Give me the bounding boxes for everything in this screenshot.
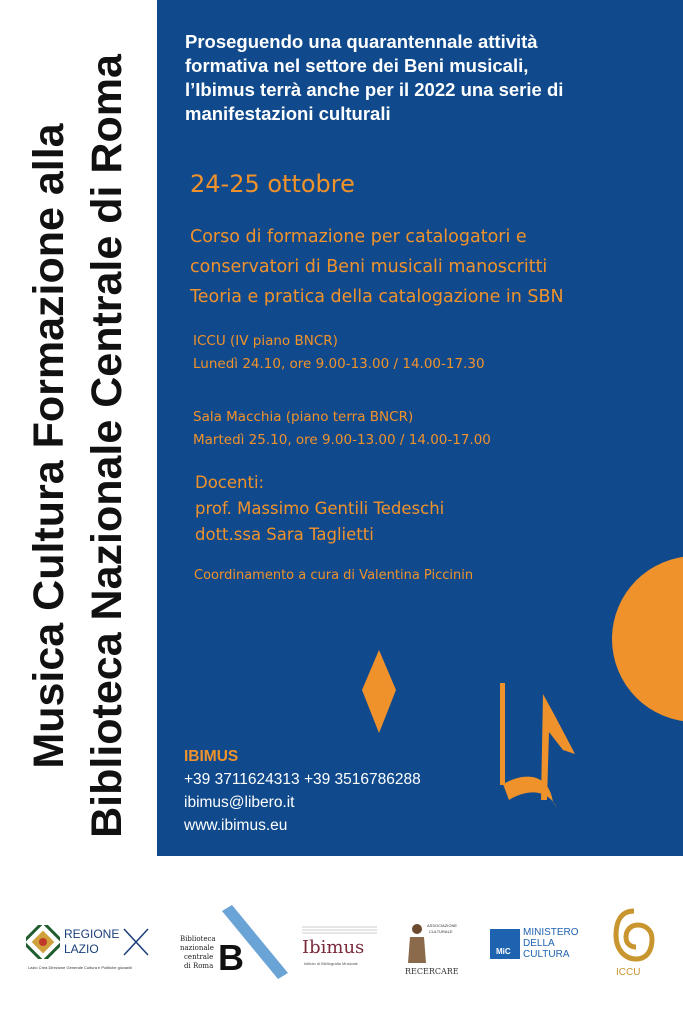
logo-bncr — [180, 903, 290, 988]
bncr-l3: centrale — [184, 953, 214, 961]
logo-regione-lazio — [26, 925, 166, 985]
regione-lazio-emblem-icon — [26, 925, 60, 959]
contacts — [184, 745, 421, 837]
contact-email-link[interactable]: ibimus@libero.it — [184, 794, 295, 811]
contact-org: IBIMUS — [184, 748, 239, 765]
diamond-note-shape — [362, 650, 396, 733]
note-stem-shape — [500, 683, 505, 785]
intro-line: formativa nel settore dei Beni musicali, — [185, 55, 529, 76]
teacher-name: dott.ssa Sara Taglietti — [195, 525, 374, 544]
intro-text — [185, 30, 665, 126]
mic-badge: MiC — [496, 947, 511, 956]
session-2 — [193, 406, 491, 452]
bncr-l4: di Roma — [184, 962, 214, 970]
session-1 — [193, 330, 485, 376]
bncr-mark: B — [218, 937, 244, 978]
logo-iccu — [610, 907, 660, 982]
session-place: Sala Macchia (piano terra BNCR) — [193, 409, 414, 425]
iccu-name: ICCU — [616, 967, 641, 978]
session-time: Martedì 25.10, ore 9.00-13.00 / 14.00-17.00 — [193, 432, 491, 448]
logo-ibimus — [300, 925, 380, 975]
info-panel — [157, 0, 683, 856]
side-title-line1: Musica Cultura Formazione alla — [25, 123, 73, 769]
recercare-name: RECERCARE — [405, 967, 459, 976]
teachers-label: Docenti: — [195, 473, 265, 492]
coordination: Coordinamento a cura di Valentina Piccinin — [194, 568, 474, 583]
recercare-top1: ASSOCIAZIONE — [427, 923, 458, 928]
session-time: Lunedì 24.10, ore 9.00-13.00 / 14.00-17.30 — [193, 356, 485, 372]
regione-caption: Lazio Crea Direzione Generale Cultura e Politiche giovanili — [28, 965, 133, 970]
side-title — [0, 0, 157, 860]
regione-line2: LAZIO — [64, 942, 99, 956]
course-line: conservatori di Beni musicali manoscritti — [190, 257, 548, 277]
regione-line1: REGIONE — [64, 927, 120, 941]
logo-ministero-cultura — [490, 925, 600, 967]
course-line: Corso di formazione per catalogatori e — [190, 227, 527, 247]
bncr-l1: Biblioteca — [180, 935, 216, 943]
mic-l3: CULTURA — [523, 949, 570, 960]
orange-circle-shape — [612, 556, 683, 722]
note-eighth-shape — [541, 694, 575, 800]
partner-logos — [0, 895, 683, 995]
course-line: Teoria e pratica della catalogazione in SBN — [190, 287, 564, 307]
ibimus-staff-icon — [302, 925, 377, 937]
mic-l1: MINISTERO — [523, 927, 579, 938]
contact-website-link[interactable]: www.ibimus.eu — [184, 817, 288, 834]
course-title — [190, 222, 670, 312]
recercare-top2: CULTURALE — [429, 929, 453, 934]
side-title-text — [20, 31, 136, 861]
iccu-spiral-icon — [612, 907, 656, 963]
side-title-line2: Biblioteca Nazionale Centrale di Roma — [83, 54, 131, 838]
intro-line: Proseguendo una quarantennale attività — [185, 31, 538, 52]
teachers — [195, 470, 444, 548]
regione-x-mark-icon — [122, 927, 150, 957]
contact-phones: +39 3711624313 +39 3516786288 — [184, 771, 421, 788]
ibimus-name: Ibimus — [302, 937, 365, 958]
recercare-figure-icon — [407, 923, 427, 963]
intro-line: manifestazioni culturali — [185, 103, 391, 124]
event-dates: 24-25 ottobre — [190, 170, 355, 198]
teacher-name: prof. Massimo Gentili Tedeschi — [195, 499, 445, 518]
note-flag-shape — [503, 777, 557, 808]
logo-recercare — [405, 913, 465, 979]
session-place: ICCU (IV piano BNCR) — [193, 333, 338, 349]
intro-line: l’Ibimus terrà anche per il 2022 una serie di — [185, 79, 564, 100]
mic-l2: DELLA — [523, 938, 555, 949]
bncr-l2: nazionale — [180, 944, 214, 952]
ibimus-caption: Istituto di Bibliografia Musicale — [304, 961, 358, 966]
